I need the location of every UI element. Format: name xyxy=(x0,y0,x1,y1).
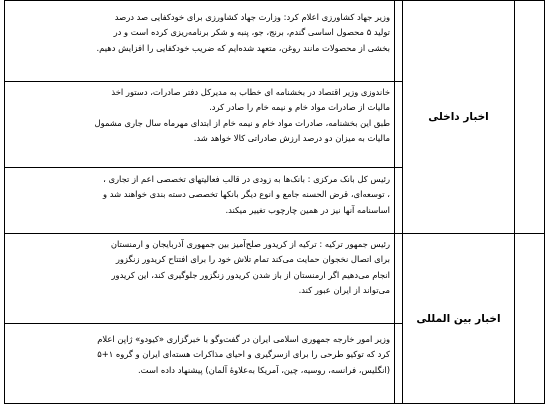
news-line: انجام می‌دهیم اگر ارمنستان از باز شدن کریدور زنگزور جلوگیری کند، این کریدور xyxy=(111,269,390,280)
table-row xyxy=(5,234,545,324)
news-line: بخشی از محصولات مانند روغن، متعهد شده‌ایم که ضریب خودکفایی را افزایش دهیم. xyxy=(96,42,390,53)
empty-column-cell xyxy=(515,1,545,234)
news-line: رئیس کل بانک مرکزی : بانک‌ها به زودی در قالب فعالیتهای تخصصی اعم از تجاری ، xyxy=(103,174,390,184)
news-item-domestic-3 xyxy=(5,168,395,234)
news-item-domestic-2 xyxy=(5,82,395,168)
news-line: ، توسعه‌ای، قرض الحسنه جامع و انوع دیگر بانکها تخصصی دسته بندی خواهند شد و xyxy=(103,189,390,200)
gutter-cell xyxy=(395,1,403,82)
news-line: وزیر جهاد کشاورزی اعلام کرد: وزارت جهاد کشاورزی برای خودکفایی صد درصد xyxy=(114,12,390,22)
gutter-cell xyxy=(395,168,403,234)
news-item-international-2 xyxy=(5,324,395,404)
gutter-cell xyxy=(395,324,403,404)
empty-column-cell xyxy=(515,234,545,404)
category-domestic: اخبار داخلی xyxy=(403,1,515,234)
news-line: مالیات از صادرات مواد خام و نیمه خام را صادر کرد. xyxy=(209,102,390,113)
gutter-cell xyxy=(395,82,403,168)
news-line: می‌تواند از ایران عبور کند. xyxy=(298,284,390,295)
news-table xyxy=(4,0,545,404)
news-line: برای اتصال نخجوان حمایت می‌کند تمام تلاش خود را برای افتتاح کریدور زنگزور xyxy=(115,254,390,265)
news-line: تولید ۵ محصول اساسی گندم، برنج، جو، پنبه و شکر برنامه‌ریزی کرده است و در xyxy=(113,27,390,38)
news-line: رئیس جمهور ترکیه : ترکیه از کریدور صلح‌آمیز بین جمهوری آذربایجان و ارمنستان xyxy=(110,239,390,249)
news-line: (انگلیس، فرانسه، روسیه، چین، آمریکا به‌علاوهٔ آلمان) پیشنهاد داده است. xyxy=(137,364,390,375)
news-item-international-1 xyxy=(5,234,395,324)
news-line: وزیر امور خارجه جمهوری اسلامی ایران در گفت‌وگو با خبرگزاری «کیودو» ژاپن اعلام xyxy=(97,334,390,344)
table-row xyxy=(5,1,545,82)
news-line: طبق این بخشنامه، صادرات مواد خام و نیمه خام از ابتدای مهرماه سال جاری مشمول xyxy=(94,117,390,128)
category-international: اخبار بین المللی xyxy=(403,234,515,404)
news-line: مالیات به میزان دو درصد ارزش صادراتی کالا خواهد شد. xyxy=(193,132,390,143)
news-line: کرد که توکیو طرحی را برای ازسرگیری و احیای مذاکرات هسته‌ای ایران و گروه ۱+۵ xyxy=(97,349,390,360)
gutter-cell xyxy=(395,234,403,324)
news-item-domestic-1 xyxy=(5,1,395,82)
news-line: خاندوزی وزیر اقتصاد در بخشنامه ای خطاب به مدیرکل دفتر صادرات، دستور اخذ xyxy=(111,87,390,97)
news-line: اساسنامه آنها نیز در همین چارچوب تغییر میکند. xyxy=(225,204,390,215)
